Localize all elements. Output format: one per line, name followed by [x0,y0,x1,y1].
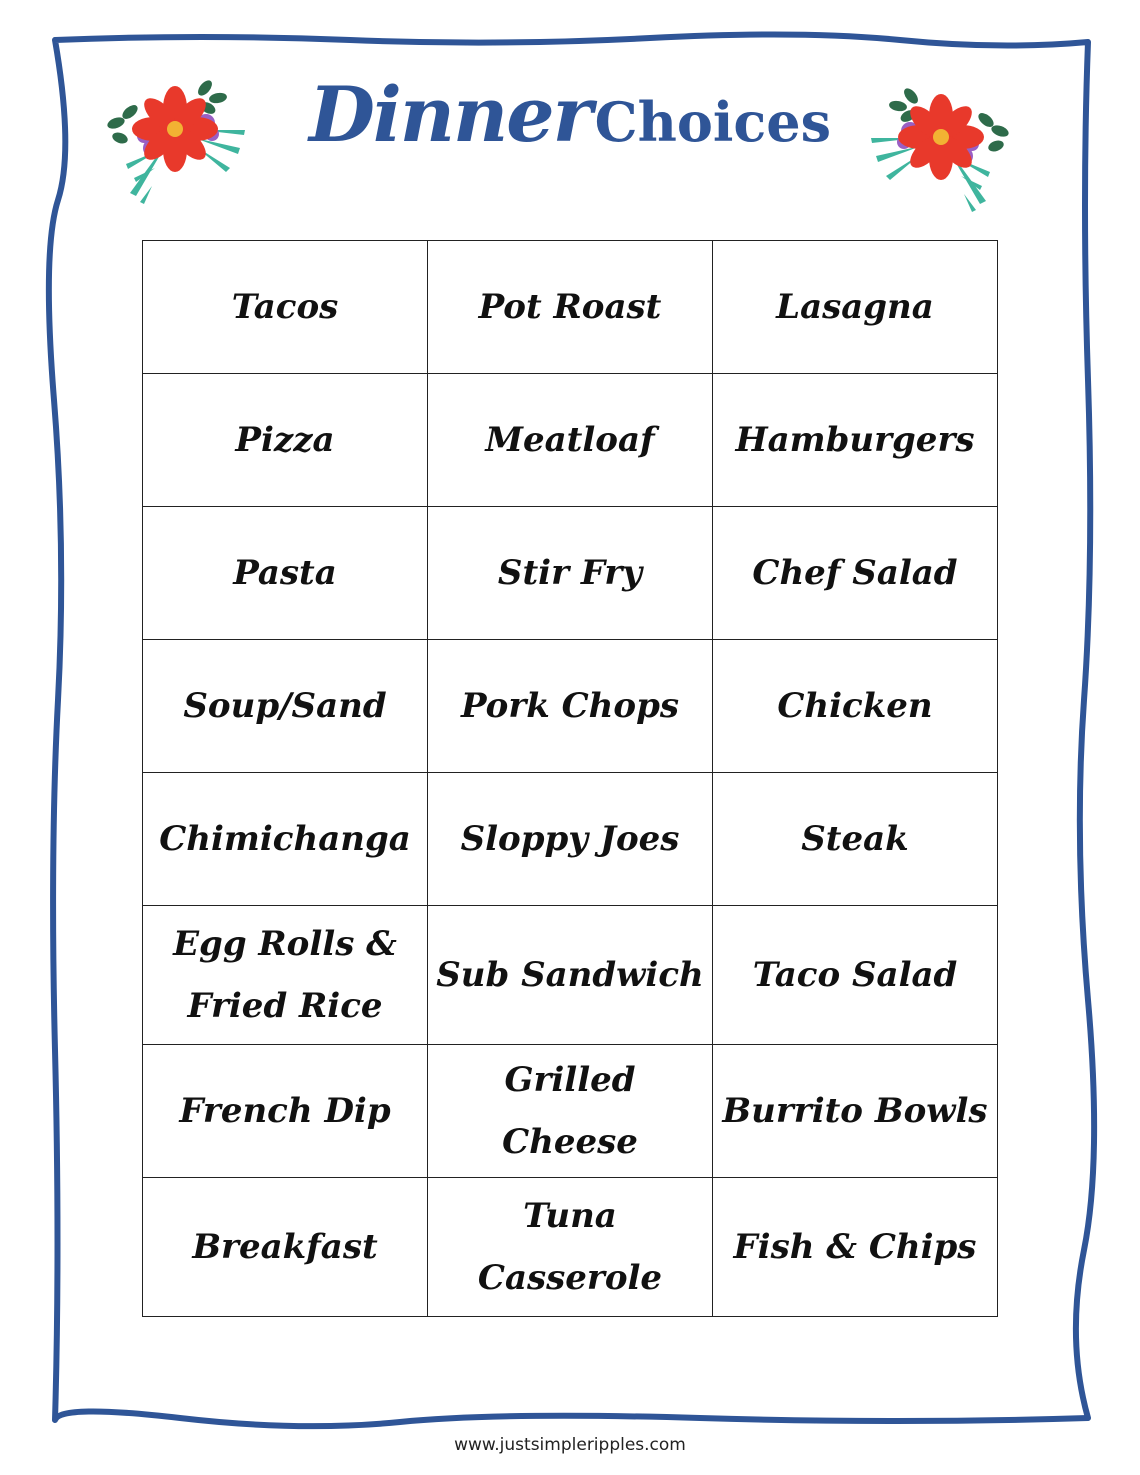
menu-cell: Chicken [713,640,998,773]
grid-row [143,374,998,507]
menu-cell: Taco Salad [713,906,998,1045]
menu-cell: Steak [713,773,998,906]
menu-cell: Pasta [143,507,428,640]
menu-cell: Grilled Cheese [428,1045,713,1178]
floral-bouquet-icon [866,76,1016,216]
menu-cell: Tacos [143,241,428,374]
menu-cell: Meatloaf [428,374,713,507]
grid-row [143,241,998,374]
menu-cell: French Dip [143,1045,428,1178]
title-script-word: Dinner [308,70,591,159]
menu-cell: Sub Sandwich [428,906,713,1045]
footer-website: www.justsimpleripples.com [454,1435,686,1455]
menu-cell: Hamburgers [713,374,998,507]
grid-row [143,1045,998,1178]
menu-cell: Fish & Chips [713,1178,998,1317]
menu-cell: Stir Fry [428,507,713,640]
grid-row [143,773,998,906]
menu-cell: Pork Chops [428,640,713,773]
menu-cell: Tuna Casserole [428,1178,713,1317]
dinner-choices-grid [142,240,998,1317]
title-plain-word: Choices [594,90,832,154]
menu-cell: Lasagna [713,241,998,374]
menu-cell: Egg Rolls & Fried Rice [143,906,428,1045]
menu-cell: Chimichanga [143,773,428,906]
grid-row [143,640,998,773]
grid-row [143,906,998,1045]
menu-cell: Breakfast [143,1178,428,1317]
menu-cell: Pot Roast [428,241,713,374]
menu-cell: Soup/Sand [143,640,428,773]
grid-row [143,1178,998,1317]
menu-cell: Pizza [143,374,428,507]
menu-cell: Burrito Bowls [713,1045,998,1178]
grid-row [143,507,998,640]
menu-cell: Chef Salad [713,507,998,640]
menu-cell: Sloppy Joes [428,773,713,906]
